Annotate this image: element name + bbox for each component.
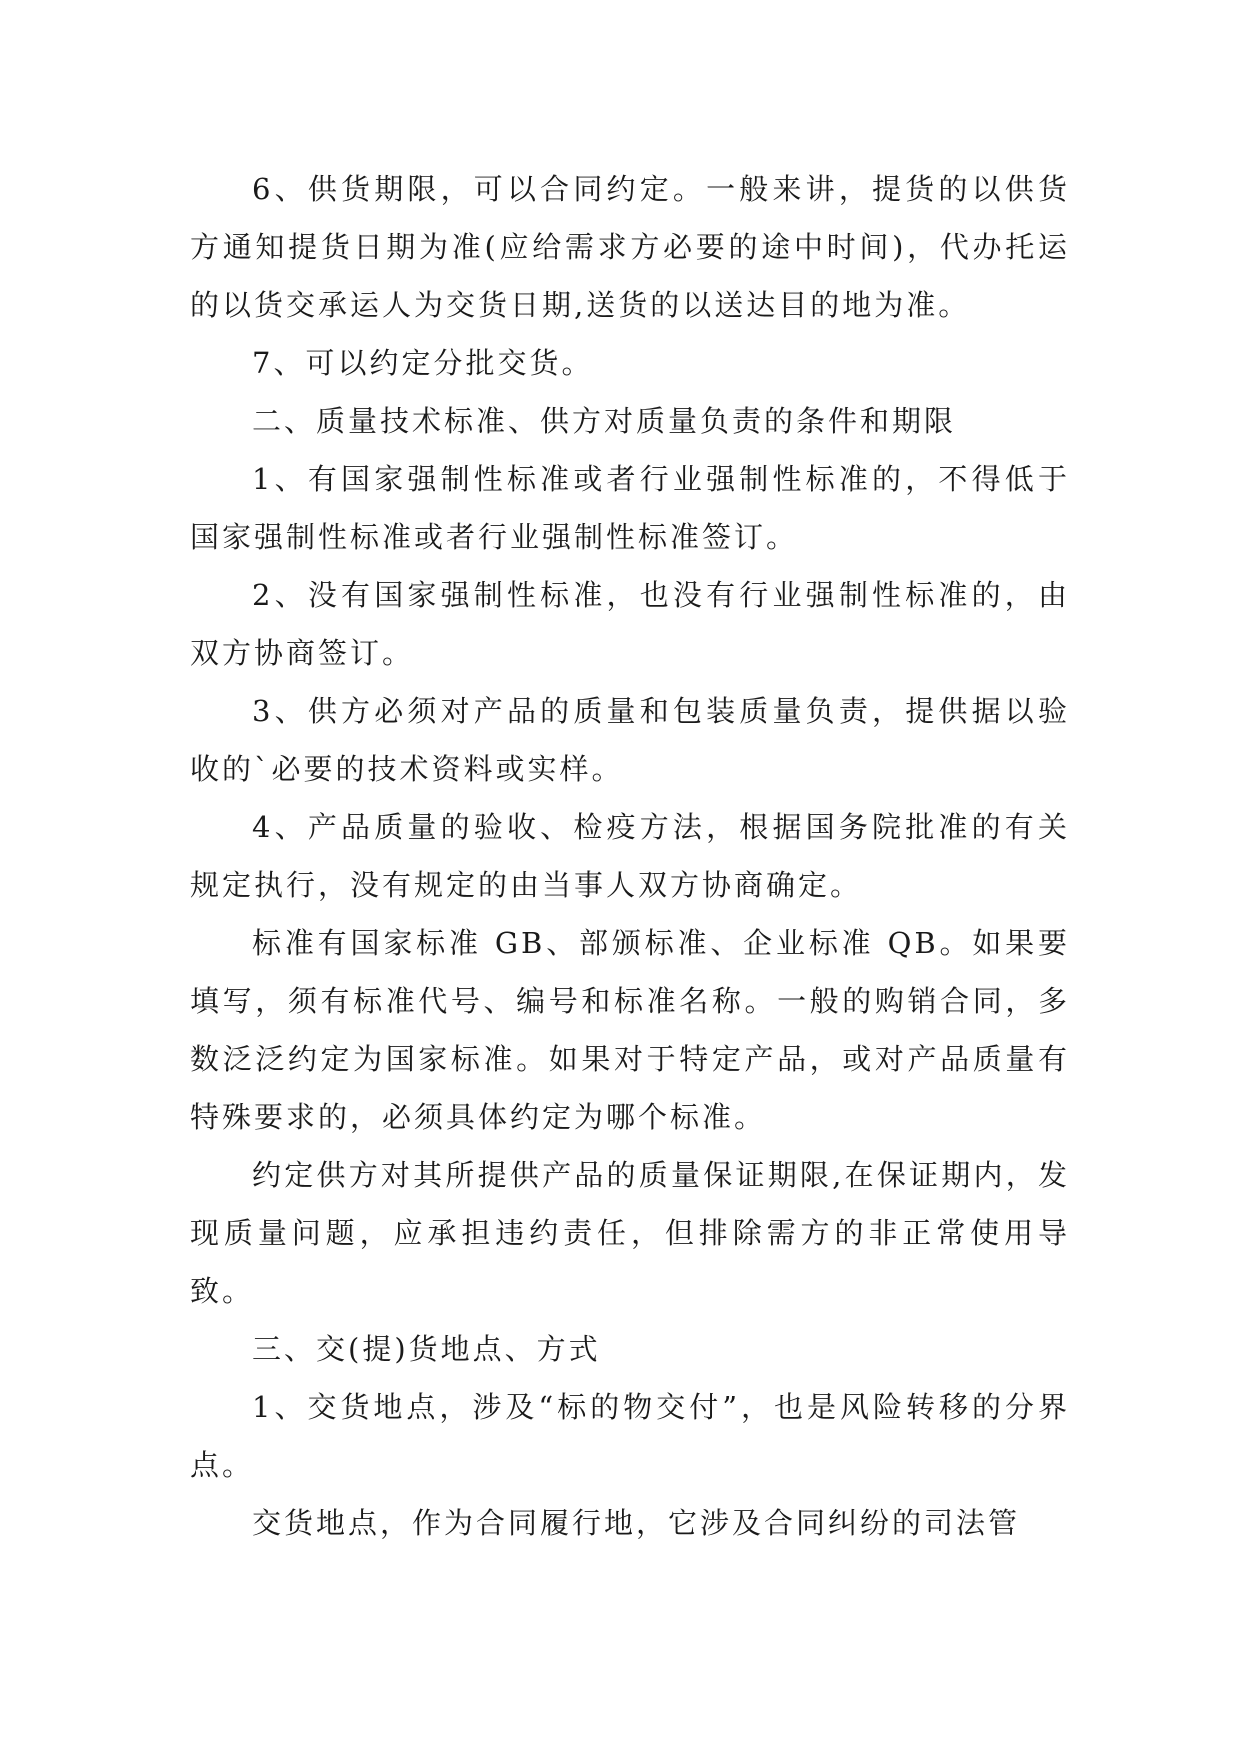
paragraph-warranty-period: 约定供方对其所提供产品的质量保证期限,在保证期内，发现质量问题，应承担违约责任，但排除需方的非正常使用导致。 [190,1158,1070,1308]
paragraph-batch-delivery: 7、可以约定分批交货。 [252,346,594,380]
paragraph-no-mandatory-standard: 2、没有国家强制性标准，也没有行业强制性标准的，由双方协商签订。 [190,578,1070,670]
section-heading-delivery-place: 三、交(提)货地点、方式 [252,1332,601,1366]
paragraph-delivery-place: 1、交货地点，涉及“标的物交付”，也是风险转移的分界点。 [190,1390,1070,1482]
paragraph-supply-period: 6、供货期限，可以合同约定。一般来讲，提货的以供货方通知提货日期为准(应给需求方必要的途中时间)，代办托运的以货交承运人为交货日期,送货的以送达目的地为准。 [190,172,1070,322]
paragraph-supplier-responsibility: 3、供方必须对产品的质量和包装质量负责，提供据以验收的`必要的技术资料或实样。 [190,694,1070,786]
paragraph-mandatory-standard: 1、有国家强制性标准或者行业强制性标准的，不得低于国家强制性标准或者行业强制性标准签订。 [190,462,1070,554]
section-heading-quality-standards: 二、质量技术标准、供方对质量负责的条件和期限 [252,404,957,438]
paragraph-jurisdiction: 交货地点，作为合同履行地，它涉及合同纠纷的司法管 [252,1506,1021,1540]
paragraph-standard-types: 标准有国家标准 GB、部颁标准、企业标准 QB。如果要填写，须有标准代号、编号和标准名称。一般的购销合同，多数泛泛约定为国家标准。如果对于特定产品，或对产品质量有特殊要求的，必须具体约定为哪个标准。 [190,926,1070,1134]
document-body [190,160,1070,1552]
paragraph-inspection-method: 4、产品质量的验收、检疫方法，根据国务院批准的有关规定执行，没有规定的由当事人双方协商确定。 [190,810,1070,902]
